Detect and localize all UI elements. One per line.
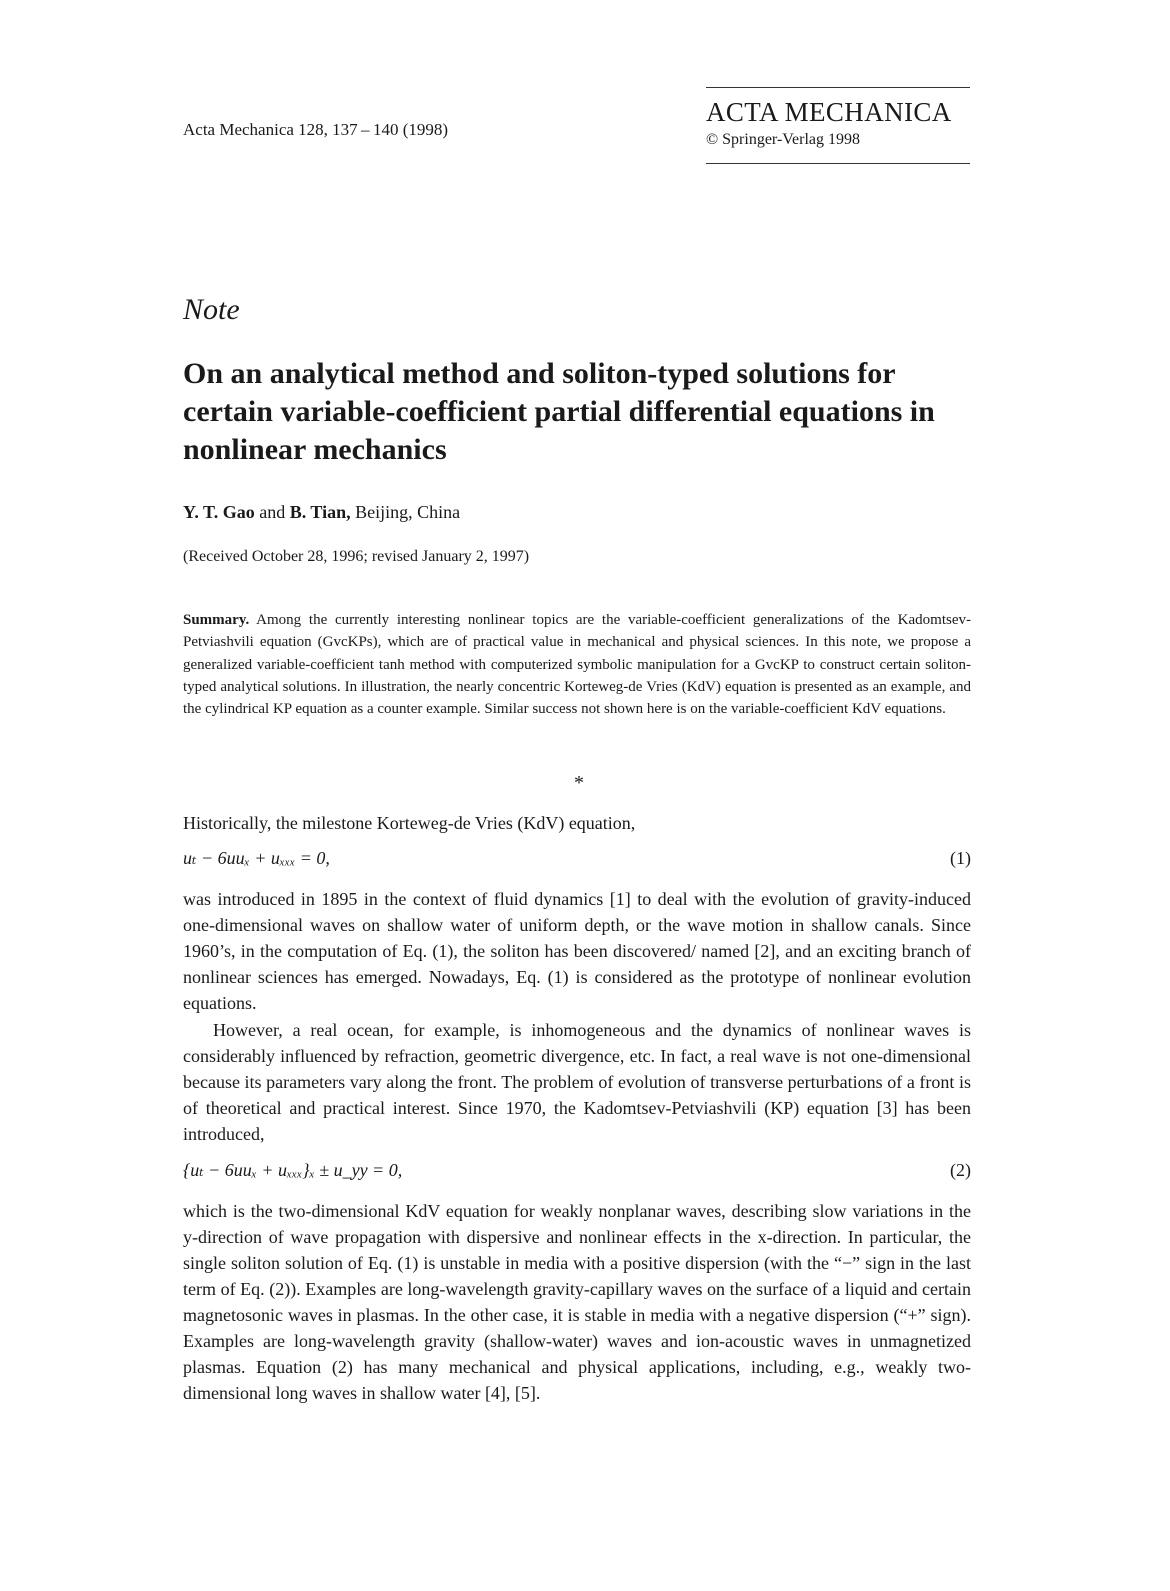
summary-text: Among the currently interesting nonlinear topics are the variable-coefficient generalizations of the Kadomtsev-Petviashvili equation (GvcKPs), which are of practical value in mechanical and physical sciences. In this note, we propose a generalized variable-coefficient tanh method with computerized symbolic manipulation for a GvcKP to construct certain soliton-typed analytical solutions. In illustration, the nearly concentric Korteweg-de Vries (KdV) equation is presented as an example, and the cylindrical KP equation as a counter example. Similar success not shown here is on the variable-coefficient KdV equations.: [183, 612, 971, 718]
journal-rule-bottom: [706, 163, 970, 164]
equation-2: [183, 1160, 971, 1186]
journal-box: [706, 87, 970, 164]
received-dates: (Received October 28, 1996; revised January 2, 1997): [183, 548, 530, 565]
author-conjunction: and: [254, 502, 290, 522]
equation-2-body: {uₜ − 6uuₓ + uₓₓₓ}ₓ ± u_yy = 0,: [183, 1160, 403, 1180]
equation-2-number: (2): [950, 1160, 971, 1180]
author-gao: Y. T. Gao: [183, 502, 255, 522]
paragraph-1: was introduced in 1895 in the context of fluid dynamics [1] to deal with the evolution of gravity-induced one-dimensional waves on shallow water of uniform depth, or the wave motion in shallow canals. Since 1960’s, in the computation of Eq. (1), the soliton has been discovered/ named [2], and an exciting branch of nonlinear sciences has emerged. Nowadays, Eq. (1) is considered as the prototype of nonlinear evolution equations.: [183, 889, 971, 1013]
journal-name: ACTA MECHANICA: [706, 97, 952, 127]
article-type-label: Note: [183, 293, 240, 326]
paragraph-intro: Historically, the milestone Korteweg-de Vries (KdV) equation,: [183, 813, 636, 833]
summary: [183, 609, 971, 720]
journal-rule-top: [706, 87, 970, 88]
author-affiliation: Beijing, China: [350, 502, 461, 522]
paragraph-2: However, a real ocean, for example, is inhomogeneous and the dynamics of nonlinear waves is considerably influenced by refraction, geometric divergence, etc. In fact, a real wave is not one-dimensional because its parameters vary along the front. The problem of evolution of transverse perturbations of a front is of theoretical and practical interest. Since 1970, the Kadomtsev-Petviashvili (KP) equation [3] has been introduced,: [183, 1020, 971, 1144]
author-tian: B. Tian,: [289, 502, 351, 522]
summary-label: Summary.: [183, 612, 250, 628]
section-separator: *: [574, 772, 584, 794]
equation-1: [183, 848, 971, 874]
equation-1-number: (1): [950, 848, 971, 868]
article-title: On an analytical method and soliton-typed solutions for certain variable-coefficient partial differential equations in nonlinear mechanics: [183, 357, 935, 466]
author-line: [183, 502, 460, 523]
paragraph-3: which is the two-dimensional KdV equation for weakly nonplanar waves, describing slow variations in the y-direction of wave propagation with dispersive and nonlinear effects in the x-direction. In particular, the single soliton solution of Eq. (1) is unstable in media with a positive dispersion (with the “−” sign in the last term of Eq. (2)). Examples are long-wavelength gravity-capillary waves on the surface of a liquid and certain magnetosonic waves in plasmas. In the other case, it is stable in media with a negative dispersion (“+” sign). Examples are long-wavelength gravity (shallow-water) waves and ion-acoustic waves in unmagnetized plasmas. Equation (2) has many mechanical and physical applications, including, e.g., weakly two-dimensional long waves in shallow water [4], [5].: [183, 1201, 971, 1403]
running-head: Acta Mechanica 128, 137 – 140 (1998): [183, 120, 449, 139]
journal-copyright: © Springer-Verlag 1998: [706, 131, 861, 148]
equation-1-body: uₜ − 6uuₓ + uₓₓₓ = 0,: [183, 848, 330, 868]
